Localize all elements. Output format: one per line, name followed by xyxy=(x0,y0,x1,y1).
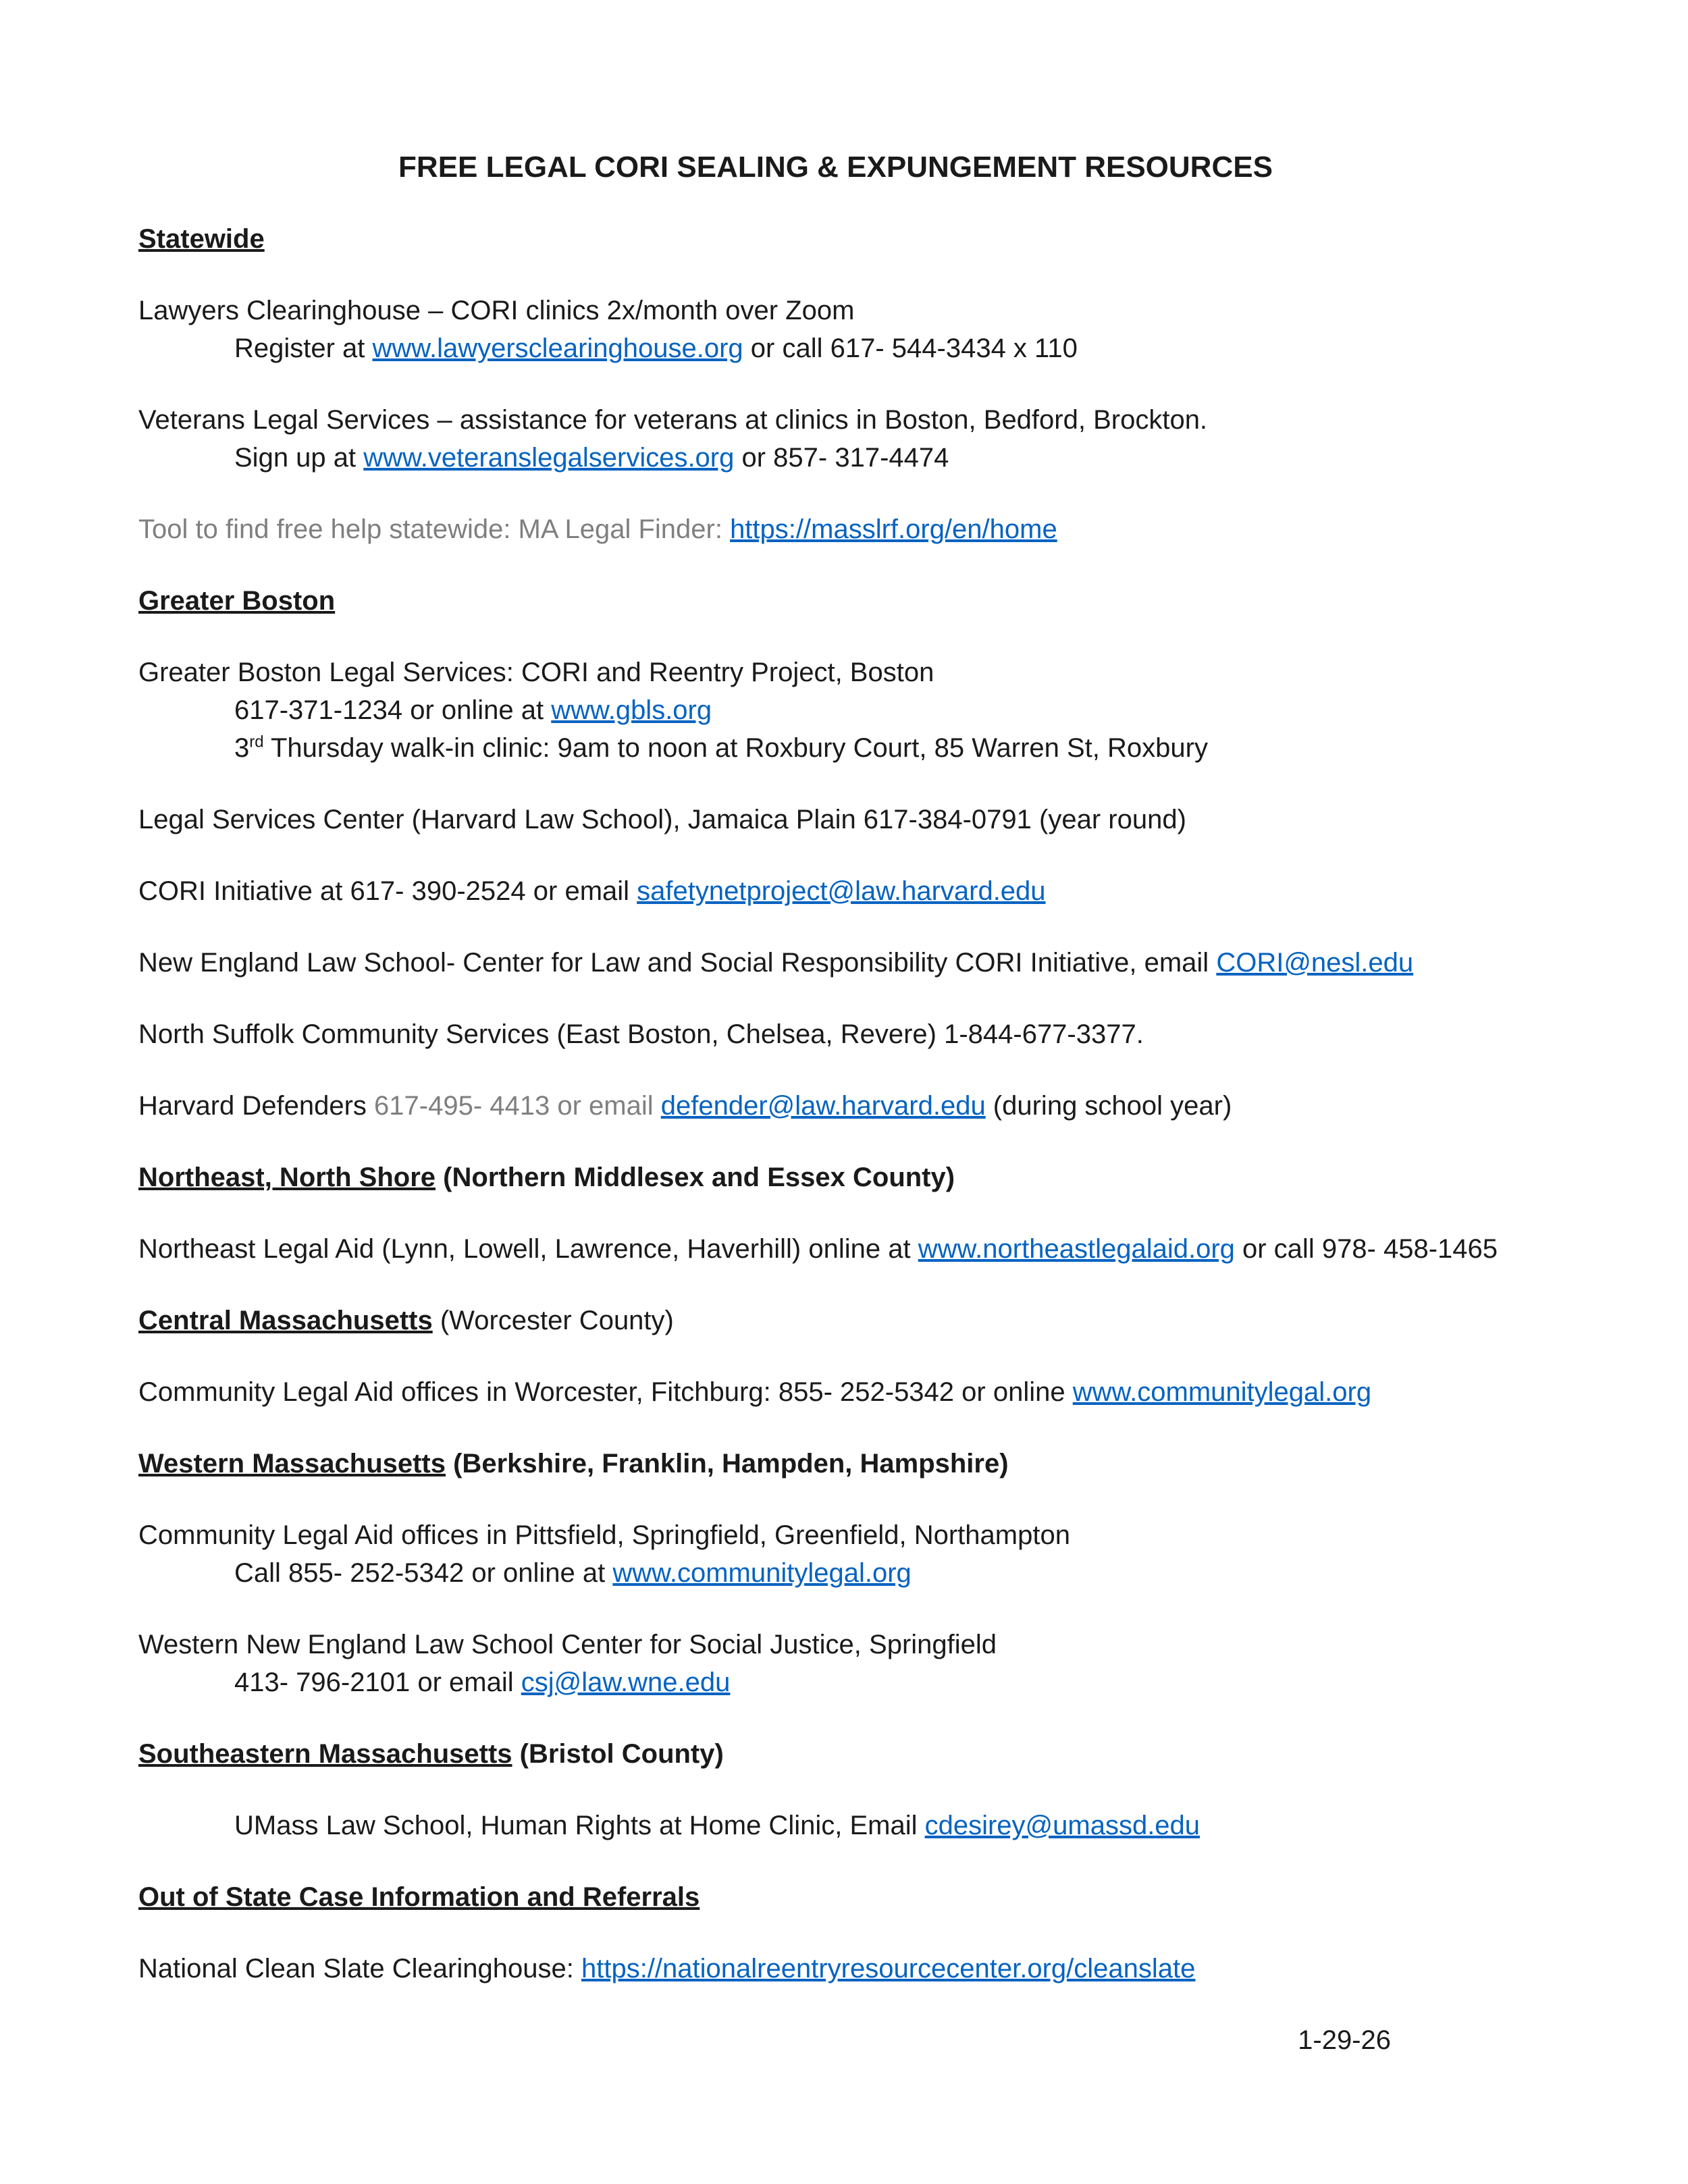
text-run: or 857- 317-4474 xyxy=(734,443,949,473)
text-run: Northeast, North Shore xyxy=(138,1163,436,1192)
text-line xyxy=(138,1735,1533,1773)
paragraph xyxy=(138,1950,1533,1988)
text-run: (during school year) xyxy=(985,1091,1232,1121)
text-run: 617-371-1234 or online at xyxy=(234,695,552,725)
text-line xyxy=(138,1302,1533,1339)
text-line xyxy=(138,1626,1533,1663)
document-body xyxy=(138,220,1533,1988)
text-line xyxy=(138,510,1533,548)
paragraph xyxy=(138,1230,1533,1268)
text-run: Southeastern Massachusetts xyxy=(138,1739,512,1769)
text-run: (Northern Middlesex and Essex County) xyxy=(436,1163,955,1192)
hyperlink[interactable]: csj@law.wne.edu xyxy=(521,1668,731,1697)
text-run: or call 978- 458-1465 xyxy=(1234,1234,1498,1264)
text-run: Central Massachusetts xyxy=(138,1306,433,1335)
text-run: Legal Services Center (Harvard Law School), Jamaica Plain 617-384-0791 (year round) xyxy=(138,805,1186,834)
hyperlink[interactable]: www.northeastlegalaid.org xyxy=(918,1234,1235,1264)
text-line xyxy=(138,801,1533,838)
superscript-text: rd xyxy=(249,733,264,751)
text-run: Northeast Legal Aid (Lynn, Lowell, Lawrence, Haverhill) online at xyxy=(138,1234,918,1264)
text-line xyxy=(138,1807,1533,1844)
text-run: 617-495- 4413 or email xyxy=(374,1091,661,1121)
text-line xyxy=(138,1554,1533,1592)
text-run: Western Massachusetts xyxy=(138,1449,446,1479)
text-run: Thursday walk-in clinic: 9am to noon at Roxbury Court, 85 Warren St, Roxbury xyxy=(263,733,1208,763)
text-line xyxy=(138,1373,1533,1411)
text-run: (Berkshire, Franklin, Hampden, Hampshire) xyxy=(446,1449,1009,1479)
hyperlink[interactable]: www.lawyersclearinghouse.org xyxy=(372,334,743,363)
text-run: Community Legal Aid offices in Pittsfield, Springfield, Greenfield, Northampton xyxy=(138,1520,1070,1550)
text-line xyxy=(138,1516,1533,1554)
text-line xyxy=(138,1663,1533,1701)
hyperlink[interactable]: cdesirey@umassd.edu xyxy=(924,1811,1201,1840)
section-heading xyxy=(138,1302,1533,1339)
text-line xyxy=(138,691,1533,729)
text-run: UMass Law School, Human Rights at Home Clinic, Email xyxy=(234,1811,925,1840)
text-run: or call 617- 544-3434 x 110 xyxy=(743,334,1078,363)
text-run: Out of State Case Information and Referrals xyxy=(138,1882,700,1912)
hyperlink[interactable]: www.veteranslegalservices.org xyxy=(363,443,735,473)
paragraph xyxy=(138,292,1533,367)
hyperlink[interactable]: https://masslrf.org/en/home xyxy=(730,514,1057,544)
text-run: Sign up at xyxy=(234,443,364,473)
section-heading xyxy=(138,1158,1533,1196)
text-run: CORI Initiative at 617- 390-2524 or email xyxy=(138,876,637,906)
text-line xyxy=(138,1158,1533,1196)
paragraph xyxy=(138,1015,1533,1053)
text-line xyxy=(138,654,1533,691)
footer-date: 1-29-26 xyxy=(1298,2025,1391,2055)
text-run: North Suffolk Community Services (East Boston, Chelsea, Revere) 1-844-677-3377. xyxy=(138,1019,1144,1049)
text-line xyxy=(138,1878,1533,1916)
section-heading xyxy=(138,1735,1533,1773)
paragraph xyxy=(138,1373,1533,1411)
document-title: FREE LEGAL CORI SEALING & EXPUNGEMENT RESOURCES xyxy=(398,151,1273,184)
text-line xyxy=(138,1015,1533,1053)
text-line xyxy=(138,1445,1533,1483)
text-line xyxy=(138,582,1533,620)
text-run: Veterans Legal Services – assistance for veterans at clinics in Boston, Bedford, Brockton. xyxy=(138,405,1208,435)
hyperlink[interactable]: www.communitylegal.org xyxy=(1072,1377,1372,1407)
section-heading xyxy=(138,220,1533,258)
text-run: Greater Boston xyxy=(138,586,336,616)
text-line xyxy=(138,292,1533,329)
text-line xyxy=(138,220,1533,258)
hyperlink[interactable]: https://nationalreentryresourcecenter.org/cleanslate xyxy=(581,1954,1196,1983)
text-line xyxy=(138,1087,1533,1125)
section-heading xyxy=(138,1878,1533,1916)
paragraph xyxy=(138,510,1533,548)
text-run: Statewide xyxy=(138,224,265,254)
paragraph xyxy=(138,401,1533,477)
text-line xyxy=(138,729,1533,767)
text-line xyxy=(138,1230,1533,1268)
hyperlink[interactable]: defender@law.harvard.edu xyxy=(660,1091,986,1121)
text-line xyxy=(138,1950,1533,1988)
section-heading xyxy=(138,1445,1533,1483)
text-run: (Bristol County) xyxy=(512,1739,724,1769)
paragraph xyxy=(138,1516,1533,1592)
text-line xyxy=(138,944,1533,982)
paragraph xyxy=(138,1087,1533,1125)
text-run: Greater Boston Legal Services: CORI and Reentry Project, Boston xyxy=(138,658,934,687)
paragraph xyxy=(138,1626,1533,1701)
text-line xyxy=(138,329,1533,367)
paragraph xyxy=(138,1807,1533,1844)
hyperlink[interactable]: www.gbls.org xyxy=(551,695,712,725)
text-line xyxy=(138,401,1533,439)
paragraph xyxy=(138,872,1533,910)
text-run: Lawyers Clearinghouse – CORI clinics 2x/month over Zoom xyxy=(138,296,855,325)
text-run: Call 855- 252-5342 or online at xyxy=(234,1558,613,1588)
paragraph xyxy=(138,801,1533,838)
text-line xyxy=(138,872,1533,910)
text-run: National Clean Slate Clearinghouse: xyxy=(138,1954,581,1983)
text-run: Western New England Law School Center for Social Justice, Springfield xyxy=(138,1630,997,1659)
section-heading xyxy=(138,582,1533,620)
text-run: (Worcester County) xyxy=(432,1306,674,1335)
text-line xyxy=(138,439,1533,477)
paragraph xyxy=(138,944,1533,982)
text-run: 3 xyxy=(234,733,250,763)
text-run: Tool to find free help statewide: MA Legal Finder: xyxy=(138,514,731,544)
text-run: New England Law School- Center for Law and Social Responsibility CORI Initiative, email xyxy=(138,948,1217,978)
paragraph xyxy=(138,654,1533,767)
text-run: 413- 796-2101 or email xyxy=(234,1668,521,1697)
hyperlink[interactable]: safetynetproject@law.harvard.edu xyxy=(637,876,1046,906)
hyperlink[interactable]: www.communitylegal.org xyxy=(612,1558,912,1588)
text-run: Register at xyxy=(234,334,373,363)
text-run: Harvard Defenders xyxy=(138,1091,375,1121)
text-run: Community Legal Aid offices in Worcester, Fitchburg: 855- 252-5342 or online xyxy=(138,1377,1073,1407)
hyperlink[interactable]: CORI@nesl.edu xyxy=(1216,948,1414,978)
